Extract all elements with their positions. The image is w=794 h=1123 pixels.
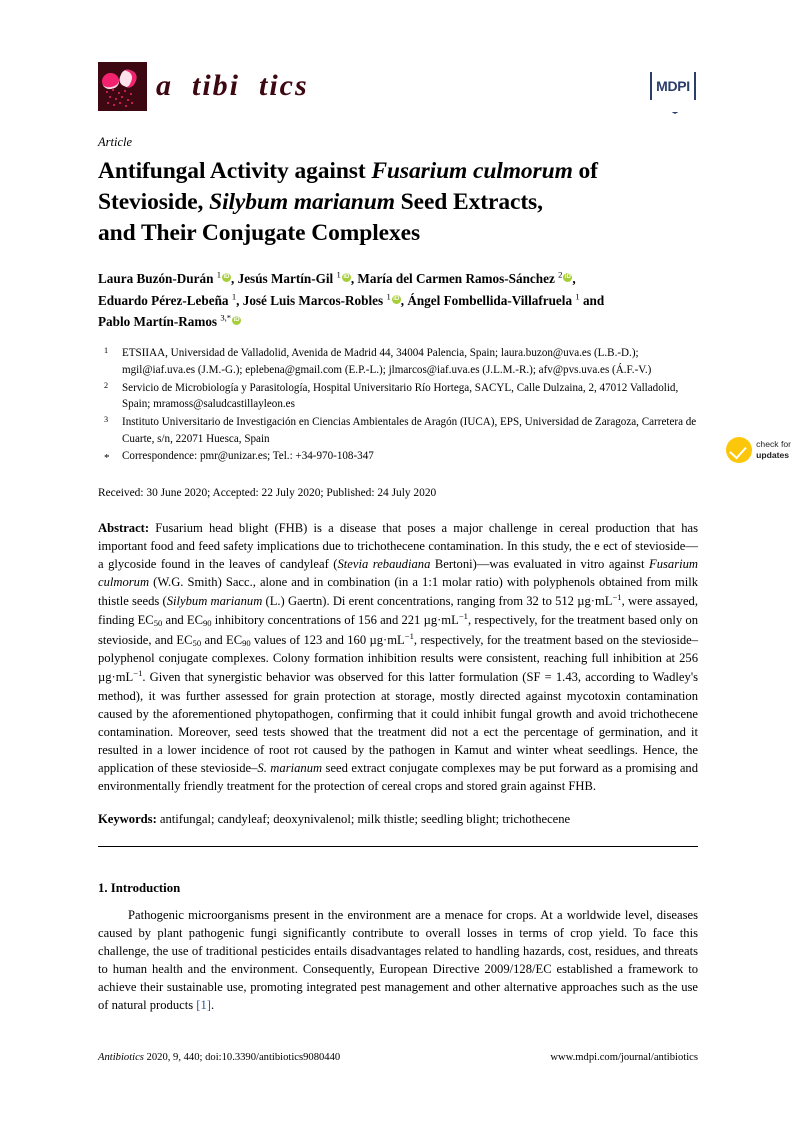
abstract-species: S. marianum — [257, 760, 323, 775]
orcid-icon[interactable] — [222, 273, 231, 282]
author-name: Laura Buzón-Durán — [98, 271, 214, 287]
author-affil-mark: 3,* — [220, 312, 232, 323]
affiliation-mark: 1 — [104, 346, 109, 356]
author-name: Ángel Fombellida-Villafruela — [407, 292, 573, 308]
abstract-text: seed extract conjugate complexes may be put forward as a promising and environmentally friendly treatment for the protection of cereal crops and stored grain against FHB. — [98, 760, 699, 793]
abstract-text: Fusarium head blight (FHB) is a disease that poses a major challenge in cereal production that has important food and feed safety implications due to trichothecene contamination. In this study, the e ect of stevioside—a glycoside found in the leaves of candyleaf ( — [98, 520, 698, 571]
author-name: José Luis Marcos-Robles — [242, 292, 384, 308]
affiliation-text: ETSIIAA, Universidad de Valladolid, Avenida de Madrid 44, 34004 Palencia, Spain; laura.buzon@uva.es (L.B.-D.); mgil@iaf.uva.es (J.M.-G.); eplebena@gmail.com (E.P.-L.); jlmarcos@iaf.uva.es (J.L.M.-R.); afv@pvs.uva.es (Á.F.-V.) — [122, 347, 652, 376]
title-species-2: Silybum marianum — [209, 188, 395, 215]
keywords-text: antifungal; candyleaf; deoxynivalenol; milk thistle; seedling blight; trichothecene — [156, 811, 571, 826]
affiliation-item — [98, 414, 698, 447]
abstract-text: and EC — [201, 632, 243, 647]
author-affil-mark: 1 — [386, 291, 391, 302]
affiliations — [98, 345, 698, 466]
abstract-text: , were assayed, finding EC — [98, 594, 698, 628]
abstract-species: Silybum marianum — [166, 594, 263, 609]
affiliation-item — [98, 448, 698, 466]
mdpi-logo-text: MDPI — [648, 61, 698, 111]
check-for-updates-label — [756, 439, 791, 460]
page-title — [98, 156, 698, 248]
updates-line-2: updates — [756, 450, 790, 460]
title-species-1: Fusarium culmorum — [371, 158, 573, 184]
author-affil-mark: 1 — [336, 269, 341, 280]
author-affil-mark: 1 — [216, 269, 222, 280]
affiliation-mark: 2 — [104, 380, 109, 390]
divider — [98, 846, 698, 847]
abstract-label: Abstract: — [98, 520, 150, 535]
petri-dish-icon — [98, 62, 147, 111]
check-for-updates-badge[interactable] — [726, 437, 791, 463]
unit-exponent: −1 — [458, 611, 468, 622]
abstract-text: (W.G. Smith) Sacc., alone and in combination (in a 1:1 molar ratio) with polyphenols obtained from milk thistle seeds ( — [98, 574, 698, 609]
ec-subscript: 90 — [242, 637, 251, 648]
footer-doi: 2020, 9, 440; doi:10.3390/antibiotics9080440 — [143, 1052, 341, 1063]
publication-dates: Received: 30 June 2020; Accepted: 22 July 2020; Published: 24 July 2020 — [98, 486, 437, 499]
title-part-4: Seed Extracts, — [394, 188, 543, 215]
footer-citation — [98, 1052, 340, 1063]
title-part-3: Stevioside, — [98, 188, 210, 215]
title-part-1: Antifungal Activity against — [98, 158, 372, 184]
updates-line-1: check for — [756, 439, 791, 450]
abstract-species: Fusarium culmorum — [98, 556, 698, 589]
keywords — [98, 810, 698, 828]
abstract-text: . Given that synergistic behavior was observed for this latter formulation (SF = 1.43, according to Wadley's method), it was further assessed for grain protection at storage, mostly directed against mycotoxin contamination caused by the aforementioned phytopathogen, confirming that it could inhibit fungal growth and avoid trichothecene contamination. Moreover, seed tests showed that the treatment did not a ect the percentage of germination, and it resulted in a lower incidence of root rot caused by the pathogen in Kamut and winter wheat seedlings. Hence, the application of these stevioside– — [98, 670, 698, 775]
journal-logo — [98, 62, 309, 111]
introduction-paragraph — [98, 906, 698, 1014]
abstract-text: values of 123 and 160 µg·mL — [250, 632, 405, 647]
author-name: Jesús Martín-Gil — [237, 271, 334, 287]
page-content — [98, 0, 698, 1014]
affiliation-mark: 3 — [104, 415, 109, 425]
author-name: Pablo Martín-Ramos — [98, 314, 218, 330]
affiliation-text: Instituto Universitario de Investigación en Ciencias Ambientales de Aragón (IUCA), EPS, Universidad de Zaragoza, Carretera de Cuarte, s/n, 22071 Huesca, Spain — [122, 416, 697, 445]
unit-exponent: −1 — [612, 591, 622, 602]
abstract-text: (L.) Gaertn). Di erent concentrations, ranging from 32 to 512 µg·mL — [262, 594, 613, 609]
citation-link[interactable]: [1] — [196, 998, 211, 1013]
author-list: Laura Buzón-Durán $^1$ iD , Jesús Martín-Gil $^1$ iD , María del Carmen Ramos-Sánchez $^2$ iD , Eduardo Pérez-Lebeña $^1$, José Luis Marcos-Robles $^1$ iD , Ángel Fombellida-Villafruela $^1$ and Pablo Martín-Ramos $^{3,*}$iD — [98, 268, 698, 332]
affiliation-text: Correspondence: pmr@unizar.es; Tel.: +34-970-108-347 — [122, 450, 374, 463]
ec-subscript: 50 — [192, 637, 202, 648]
ec-subscript: 90 — [202, 618, 212, 629]
author-name: Eduardo Pérez-Lebeña — [98, 292, 229, 308]
unit-exponent: −1 — [404, 630, 414, 641]
mdpi-logo — [648, 61, 698, 111]
orcid-icon[interactable] — [392, 295, 401, 304]
abstract-species: Stevia rebaudiana — [337, 556, 431, 571]
affiliation-text: Servicio de Microbiología y Parasitología, Hospital Universitario Río Hortega, SACYL, Calle Dulzaina, 2, 47012 Valladolid, Spain; mramoss@saludcastillayleon.es — [122, 381, 679, 411]
orcid-icon[interactable] — [342, 273, 351, 282]
affiliation-item — [98, 380, 698, 413]
abstract-text: , respectively, for the treatment based on the stevioside–polyphenol conjugate complexes. Colony formation inhibition results were consistent, reaching full inhibition at 256 µg·mL — [98, 632, 698, 685]
footer-journal-name: Antibiotics — [98, 1052, 144, 1063]
checkmark-icon — [726, 437, 752, 463]
author-affil-mark: 1 — [575, 291, 580, 302]
paragraph-text: Pathogenic microorganisms present in the environment are a menace for crops. At a worldwide level, diseases caused by plant pathogenic fungi significantly contribute to overall losses in terms of crop yield. To face this challenge, the use of traditional pesticides entails disadvantages related to handling hazards, cost, residues, and threats to human health and the environment. Consequently, European Directive 2009/128/EC established a framework to achieve their sustainable use, promoting integrated pest management and other alternative approaches such as the use of natural products — [98, 907, 698, 1013]
footer-url[interactable]: www.mdpi.com/journal/antibiotics — [550, 1052, 698, 1063]
abstract-text: Bertoni)—was evaluated in vitro against — [430, 556, 650, 571]
author-affil-mark: 1 — [231, 291, 237, 302]
abstract-text: inhibitory concentrations of 156 and 221 µg·mL — [211, 613, 459, 628]
abstract-text: and EC — [162, 613, 203, 628]
author-affil-mark: 2 — [558, 269, 563, 280]
orcid-icon[interactable] — [232, 316, 241, 325]
journal-title-logo: a tibi tics — [156, 69, 309, 102]
keywords-label: Keywords: — [98, 811, 157, 826]
title-part-5: and Their Conjugate Complexes — [98, 219, 420, 246]
affiliation-item — [98, 345, 698, 378]
article-type: Article — [98, 135, 133, 149]
unit-exponent: −1 — [133, 668, 143, 679]
journal-header — [98, 55, 698, 117]
authors-conjunction: and — [582, 292, 605, 308]
affiliation-mark: * — [104, 452, 110, 465]
page-footer — [98, 1052, 698, 1063]
paragraph-text: . — [210, 998, 215, 1013]
ec-subscript: 50 — [153, 618, 163, 629]
title-part-2: of — [572, 158, 598, 184]
abstract — [98, 519, 698, 795]
abstract-text: , respectively, for the treatment based only on stevioside, and EC — [98, 613, 699, 647]
section-heading-introduction: 1. Introduction — [98, 880, 181, 895]
author-name: María del Carmen Ramos-Sánchez — [357, 271, 555, 287]
orcid-icon[interactable] — [563, 273, 572, 282]
